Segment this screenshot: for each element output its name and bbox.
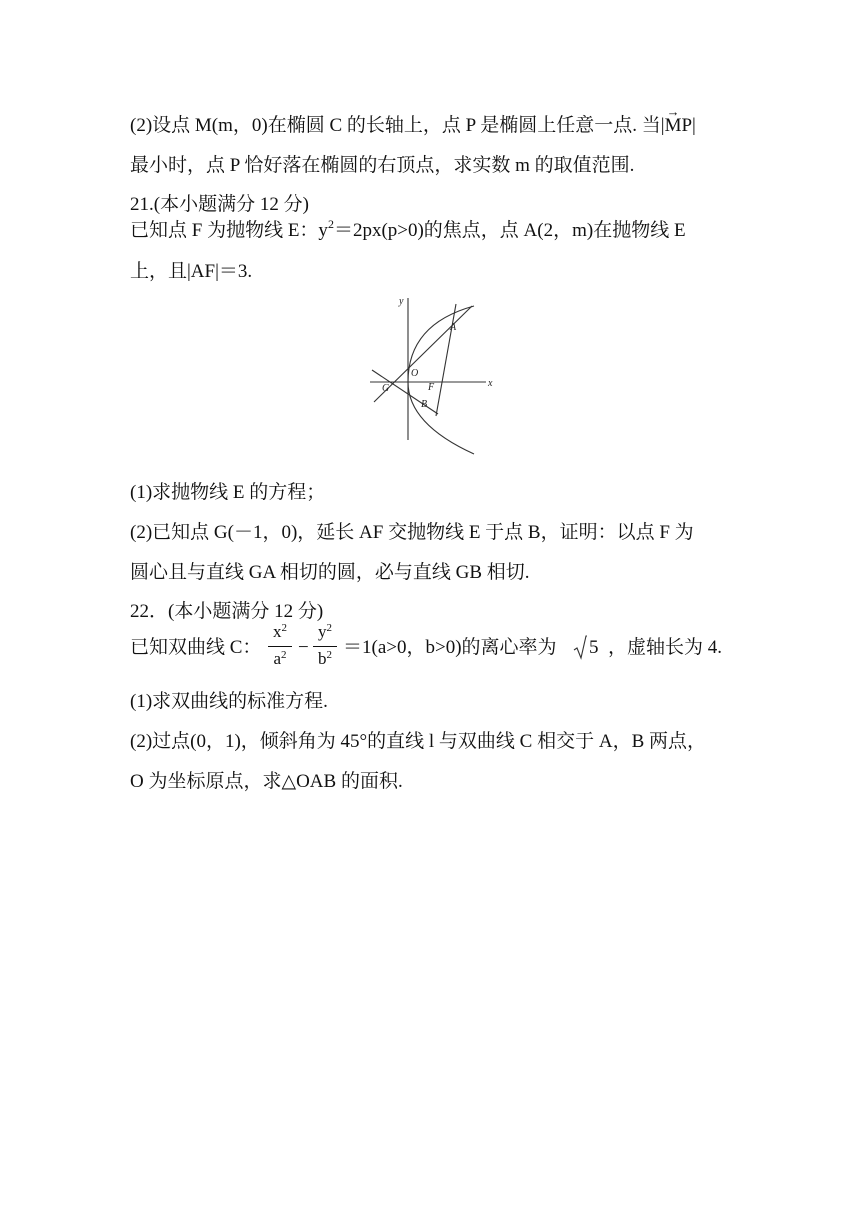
- parabola-figure: [368, 294, 500, 456]
- label-b: B: [421, 399, 428, 410]
- q22-part2-line1: (2)过点(0，1)，倾斜角为 45°的直线 l 与双曲线 C 相交于 A，B 两点，: [130, 731, 707, 752]
- q22-stem-prefix: 已知双曲线 C：: [130, 637, 262, 658]
- sqrt-sign-icon: [573, 634, 587, 660]
- label-o: O: [411, 368, 419, 379]
- q22-stem-middle: ＝1(a>0，b>0)的离心率为: [343, 637, 557, 658]
- vector-mp: MP →: [665, 114, 692, 138]
- q21-stem-line1: 已知点 F 为抛物线 E：$y^2=2px(p>0)$的焦点，点 A(2，m)在抛物线 E: [130, 217, 686, 241]
- q22-heading: 22．(本小题满分 12 分): [130, 601, 324, 622]
- q22-stem-suffix: ，虚轴长为 4.: [608, 637, 723, 658]
- q21-part2-line2: 圆心且与直线 GA 相切的圆，必与直线 GB 相切.: [130, 562, 530, 583]
- q20-part2-line2: 最小时，点 P 恰好落在椭圆的右顶点，求实数 m 的取值范围.: [130, 155, 635, 176]
- q21-part1: (1)求抛物线 E 的方程；: [130, 482, 326, 503]
- label-g: G: [382, 383, 390, 394]
- fraction-x2-a2: $x^2$ $a^2$: [268, 622, 292, 671]
- q22-part1: (1)求双曲线的标准方程.: [130, 691, 328, 712]
- label-y: y: [399, 296, 404, 307]
- q21-stem-line2: 上，且|AF|＝3.: [130, 261, 253, 282]
- q21-part2-line1: (2)已知点 G(－1，0)，延长 AF 交抛物线 E 于点 B，证明：以点 F 为: [130, 522, 694, 543]
- label-a: A: [450, 322, 457, 333]
- parabola-curve: [408, 306, 474, 454]
- label-x: x: [488, 378, 493, 389]
- q22-part2-line2: O 为坐标原点，求△OAB 的面积.: [130, 771, 403, 792]
- sqrt-radicand: 5: [589, 637, 599, 658]
- q20-part2-line1: (2)设点 M(m，0)在椭圆 C 的长轴上，点 P 是椭圆上任意一点. 当|MP →|: [130, 114, 696, 138]
- label-f: F: [428, 382, 435, 393]
- fraction-y2-b2: $y^2$ $b^2$: [313, 622, 337, 671]
- minus-sign: −: [298, 637, 309, 658]
- q21-heading: 21.(本小题满分 12 分): [130, 194, 309, 215]
